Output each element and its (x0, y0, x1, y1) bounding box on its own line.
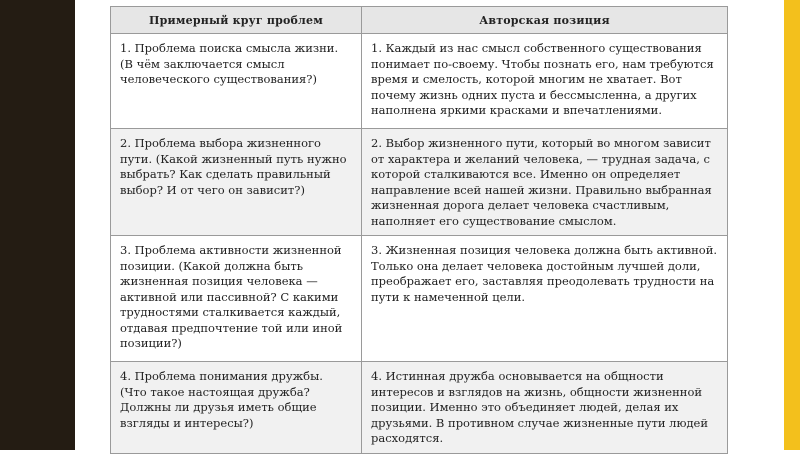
right-accent-bar (784, 0, 800, 450)
table-header-row (111, 7, 728, 34)
header-author-position: Авторская позиция (362, 7, 728, 34)
problem-cell: 4. Проблема понимания дружбы. (Что такое настоящая дружба? Должны ли друзья иметь общие взгляды и интересы?) (111, 362, 362, 454)
position-cell: 1. Каждый из нас смысл собственного существования понимает по-своему. Чтобы познать его, нам требуются время и смелость, которой многим не хватает. Вот почему жизнь одних пуста и бессмысленна, а других наполнена яркими красками и впечатлениями. (362, 34, 728, 129)
table-row (111, 129, 728, 236)
problems-table (110, 6, 728, 454)
table-row (111, 362, 728, 454)
problem-cell: 2. Проблема выбора жизненного пути. (Какой жизненный путь нужно выбрать? Как сделать правильный выбор? И от чего он зависит?) (111, 129, 362, 236)
position-cell: 3. Жизненная позиция человека должна быть активной. Только она делает человека достойным лучшей доли, преображает его, заставляя преодолевать трудности на пути к намеченной цели. (362, 236, 728, 362)
table-row (111, 34, 728, 129)
problem-cell: 3. Проблема активности жизненной позиции. (Какой должна быть жизненная позиция человека — активной или пассивной? С какими трудностями сталкивается каждый, отдавая предпочтение той или иной позиции?) (111, 236, 362, 362)
problems-table-container (110, 6, 727, 450)
problem-cell: 1. Проблема поиска смысла жизни. (В чём заключается смысл человеческого существования?) (111, 34, 362, 129)
table-row (111, 236, 728, 362)
left-decorative-bar (0, 0, 75, 450)
header-problems: Примерный круг проблем (111, 7, 362, 34)
position-cell: 4. Истинная дружба основывается на общности интересов и взглядов на жизнь, общности жизненной позиции. Именно это объединяет людей, делая их друзьями. В противном случае жизненные пути людей расходятся. (362, 362, 728, 454)
position-cell: 2. Выбор жизненного пути, который во многом зависит от характера и желаний человека, — трудная задача, с которой сталкиваются все. Именно он определяет направление всей нашей жизни. Правильно выбранная жизненная дорога делает человека счастливым, наполняет его существование смыслом. (362, 129, 728, 236)
